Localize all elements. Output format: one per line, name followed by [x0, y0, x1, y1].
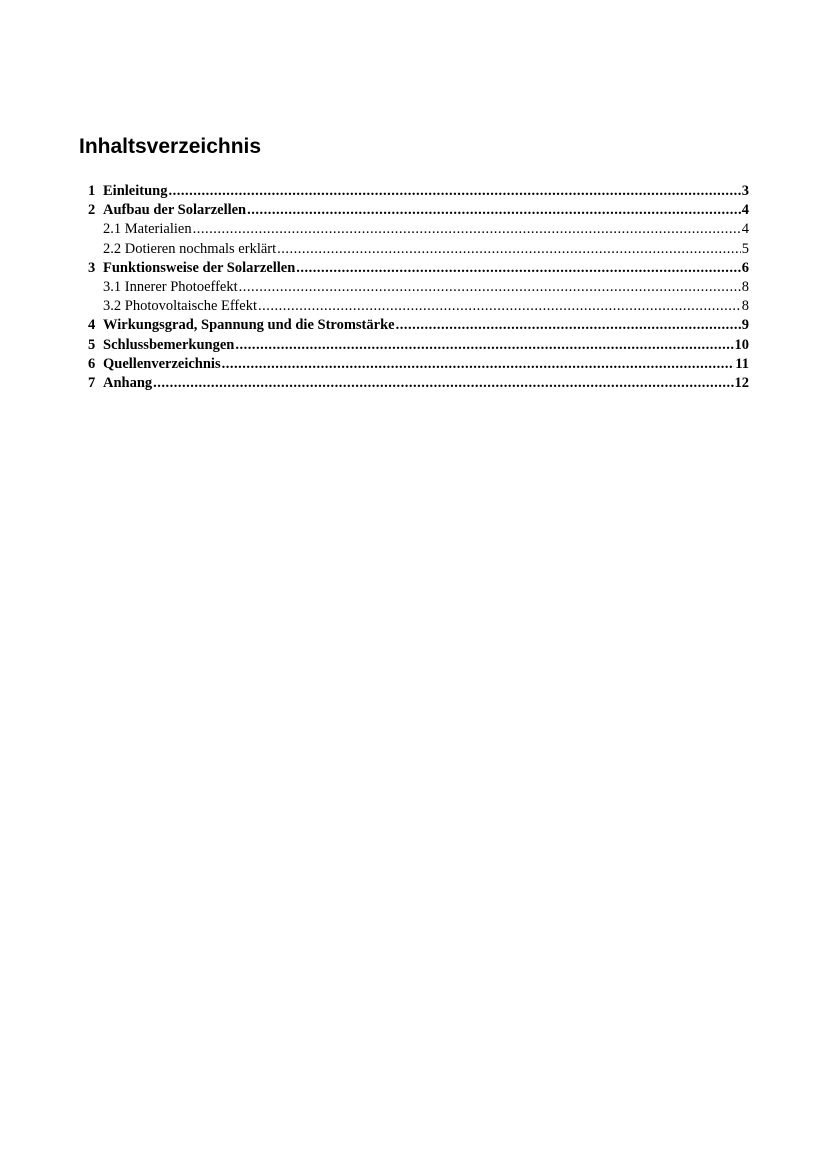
toc-dot-leader [168, 182, 740, 201]
toc-entry-page: 9 [741, 317, 749, 334]
toc-entry-page: 4 [741, 221, 749, 238]
toc-entry-title: Anhang [103, 374, 153, 391]
toc-dot-leader [396, 316, 741, 335]
toc-entry-page: 3 [741, 183, 749, 199]
toc-entry-title: 3.1 Innerer Photoeffekt [103, 278, 238, 295]
toc-entry-anhang[interactable] [88, 374, 749, 393]
toc-entry-wirkungsgrad[interactable] [88, 316, 749, 335]
toc-entry-title: 2.1 Materialien [103, 221, 192, 238]
toc-entry-number: 4 [88, 317, 96, 334]
toc-entry-title: Einleitung [103, 183, 168, 199]
toc-entry-number: 1 [88, 183, 96, 199]
toc-entry-page: 8 [741, 298, 749, 315]
toc-entry-einleitung[interactable] [88, 182, 749, 201]
toc-entry-funktionsweise[interactable] [88, 259, 749, 278]
toc-dot-leader [222, 355, 735, 374]
toc-subentry-materialien[interactable] [88, 220, 749, 239]
toc-entry-schlussbemerkungen[interactable] [88, 336, 749, 355]
toc-entry-title: Funktionsweise der Solarzellen [103, 259, 296, 276]
toc-entry-number: 7 [88, 374, 96, 391]
toc-entry-page: 12 [734, 374, 749, 391]
toc-entry-number: 2 [88, 202, 96, 219]
toc-entry-page: 5 [741, 240, 749, 257]
toc-entry-number: 5 [88, 336, 96, 353]
toc-entry-aufbau[interactable] [88, 201, 749, 220]
toc-dot-leader [277, 240, 741, 259]
toc-dot-leader [247, 201, 741, 220]
toc-entry-title: 3.2 Photovoltaische Effekt [103, 298, 257, 315]
toc-entry-title: 2.2 Dotieren nochmals erklärt [103, 240, 277, 257]
toc-entry-number: 6 [88, 355, 96, 372]
toc-subentry-photovoltaische-effekt[interactable] [88, 297, 749, 316]
toc-entry-title: Aufbau der Solarzellen [103, 202, 247, 219]
table-of-contents [88, 182, 749, 393]
toc-dot-leader [296, 259, 740, 278]
toc-entry-page: 8 [741, 278, 749, 295]
toc-entry-page: 6 [741, 259, 749, 276]
toc-dot-leader [193, 220, 741, 239]
toc-entry-title: Schlussbemerkungen [103, 336, 235, 353]
toc-dot-leader [153, 374, 733, 393]
toc-dot-leader [258, 297, 741, 316]
toc-heading: Inhaltsverzeichnis [79, 135, 262, 158]
toc-dot-leader [235, 336, 733, 355]
toc-dot-leader [239, 278, 741, 297]
toc-entry-number: 3 [88, 259, 96, 276]
toc-entry-title: Wirkungsgrad, Spannung und die Stromstärke [103, 317, 395, 334]
toc-entry-title: Quellenverzeichnis [103, 355, 221, 372]
toc-entry-page: 11 [735, 355, 749, 372]
toc-subentry-innerer-photoeffekt[interactable] [88, 278, 749, 297]
toc-entry-page: 4 [741, 202, 749, 219]
toc-entry-quellenverzeichnis[interactable] [88, 355, 749, 374]
toc-subentry-dotieren[interactable] [88, 240, 749, 259]
toc-entry-page: 10 [734, 336, 749, 353]
